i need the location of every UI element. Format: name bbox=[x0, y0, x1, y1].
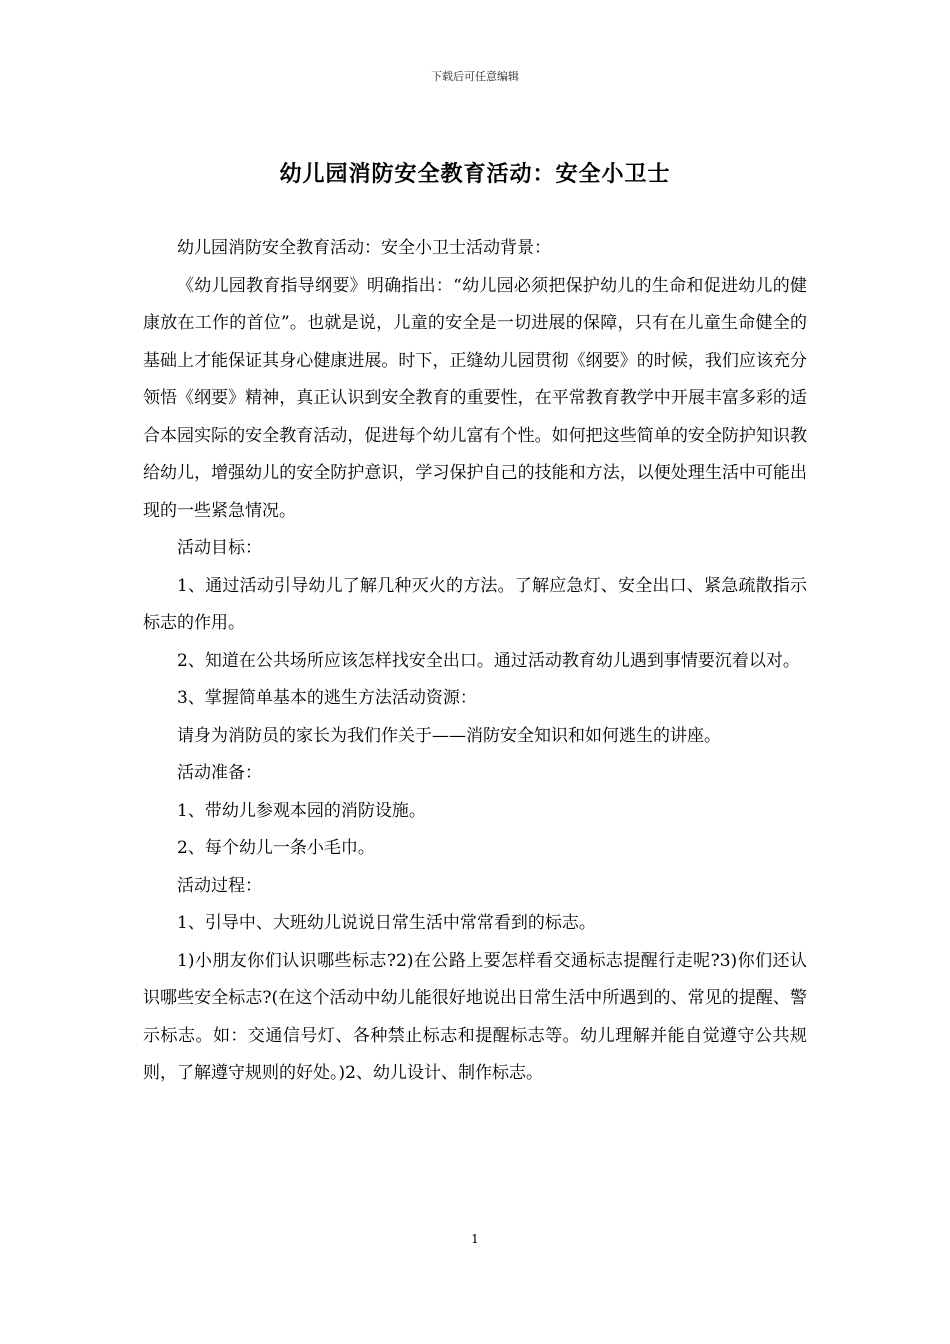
paragraph-goal-1: 1、通过活动引导幼儿了解几种灭火的方法。了解应急灯、安全出口、紧急疏散指示标志的作用。 bbox=[143, 575, 807, 633]
paragraph-prep-2: 2、每个幼儿一条小毛巾。 bbox=[177, 838, 375, 858]
paragraph-background: 《幼儿园教育指导纲要》明确指出：“幼儿园必须把保护幼儿的生命和促进幼儿的健康放在工作的首位”。也就是说，儿童的安全是一切进展的保障，只有在儿童生命健全的基础上才能保证其身心健康进展。时下，正缝幼儿园贯彻《纲要》的时候，我们应该充分领悟《纲要》精神，真正认识到安全教育的重要性，在平常教育教学中开展丰富多彩的适合本园实际的安全教育活动，促进每个幼儿富有个性。如何把这些简单的安全防护知识教给幼儿，增强幼儿的安全防护意识，学习保护自己的技能和方法，以便处理生活中可能出现的一些紧急情况。 bbox=[143, 275, 807, 521]
paragraph-process-detail: 1)小朋友你们认识哪些标志?2)在公路上要怎样看交通标志提醒行走呢?3)你们还认识哪些安全标志?(在这个活动中幼儿能很好地说出日常生活中所遇到的、常见的提醒、警示标志。如：交通信号灯、各种禁止标志和提醒标志等。幼儿理解并能自觉遵守公共规则，了解遵守规则的好处。)2、幼儿设计、制作标志。 bbox=[143, 950, 807, 1083]
paragraph-process-1: 1、引导中、大班幼儿说说日常生活中常常看到的标志。 bbox=[177, 913, 596, 933]
paragraph-prep-heading: 活动准备： bbox=[177, 763, 262, 783]
document-body bbox=[143, 230, 807, 1093]
paragraph-goal-2: 2、知道在公共场所应该怎样找安全出口。通过活动教育幼儿遇到事情要沉着以对。 bbox=[177, 650, 800, 671]
page-number: 1 bbox=[471, 1232, 479, 1246]
paragraph-prep-1: 1、带幼儿参观本园的消防设施。 bbox=[177, 800, 426, 821]
paragraph-process-heading: 活动过程： bbox=[177, 875, 262, 896]
paragraph-goal-3: 3、掌握简单基本的逃生方法活动资源： bbox=[177, 688, 477, 708]
paragraph-resources: 请身为消防员的家长为我们作关于——消防安全知识和如何逃生的讲座。 bbox=[177, 725, 721, 746]
paragraph-background-heading: 幼儿园消防安全教育活动：安全小卫士活动背景： bbox=[177, 238, 551, 258]
header-note: 下载后可任意编辑 bbox=[431, 70, 519, 83]
paragraph-goals-heading: 活动目标： bbox=[177, 538, 262, 558]
document-title: 幼儿园消防安全教育活动：安全小卫士 bbox=[279, 161, 671, 187]
